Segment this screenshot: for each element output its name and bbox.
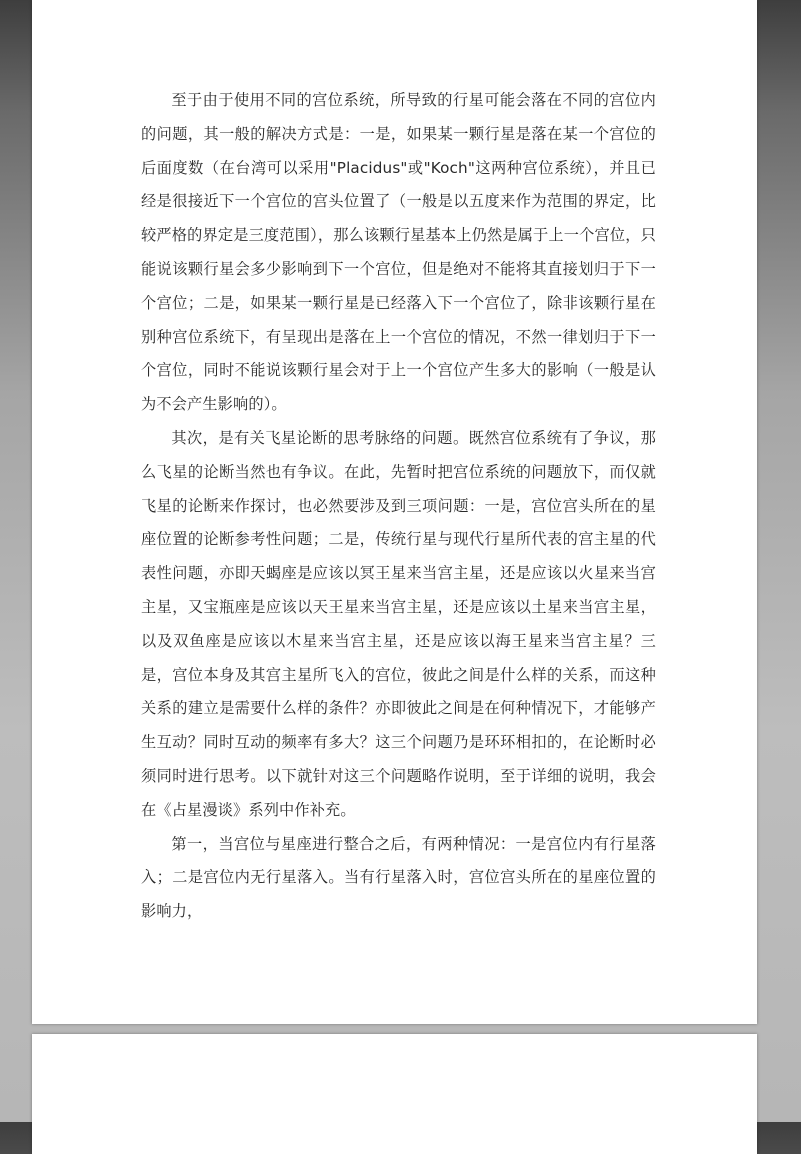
next-document-page [32,1034,757,1154]
paragraph-house-systems: 至于由于使用不同的宫位系统，所导致的行星可能会落在不同的宫位内的问题，其一般的解决方式是：一是，如果某一颗行星是落在某一个宫位的后面度数（在台湾可以采用"Placidus"或"Koch"这两种宫位系统），并且已经是很接近下一个宫位的宫头位置了（一般是以五度来作为范围的界定，比较严格的界定是三度范围），那么该颗行星基本上仍然是属于上一个宫位，只能说该颗行星会多少影响到下一个宫位，但是绝对不能将其直接划归于下一个宫位；二是，如果某一颗行星是已经落入下一个宫位了，除非该颗行星在别种宫位系统下，有呈现出是落在上一个宫位的情况，不然一律划归于下一个宫位，同时不能说该颗行星会对于上一个宫位产生多大的影响（一般是认为不会产生影响的）。 [141,91,656,414]
paragraph-flying-stars: 其次，是有关飞星论断的思考脉络的问题。既然宫位系统有了争议，那么飞星的论断当然也有争议。在此，先暂时把宫位系统的问题放下，而仅就飞星的论断来作探讨，也必然要涉及到三项问题：一是，宫位宫头所在的星座位置的论断参考性问题；二是，传统行星与现代行星所代表的宫主星的代表性问题，亦即天蝎座是应该以冥王星来当宫主星，还是应该以火星来当宫主星，又宝瓶座是应该以天王星来当宫主星，还是应该以土星来当宫主星，以及双鱼座是应该以木星来当宫主星，还是应该以海王星来当宫主星？三是，宫位本身及其宫主星所飞入的宫位，彼此之间是什么样的关系，而这种关系的建立是需要什么样的条件？亦即彼此之间是在何种情况下，才能够产生互动？同时互动的频率有多大？这三个问题乃是环环相扣的，在论断时必须同时进行思考。以下就针对这三个问题略作说明，至于详细的说明，我会在《占星漫谈》系列中作补充。 [141,428,656,819]
document-page [32,0,757,1024]
paragraph-first-point: 第一，当宫位与星座进行整合之后，有两种情况：一是宫位内有行星落入；二是宫位内无行星落入。当有行星落入时，宫位宫头所在的星座位置的影响力， [141,834,656,921]
page-text [141,84,656,929]
